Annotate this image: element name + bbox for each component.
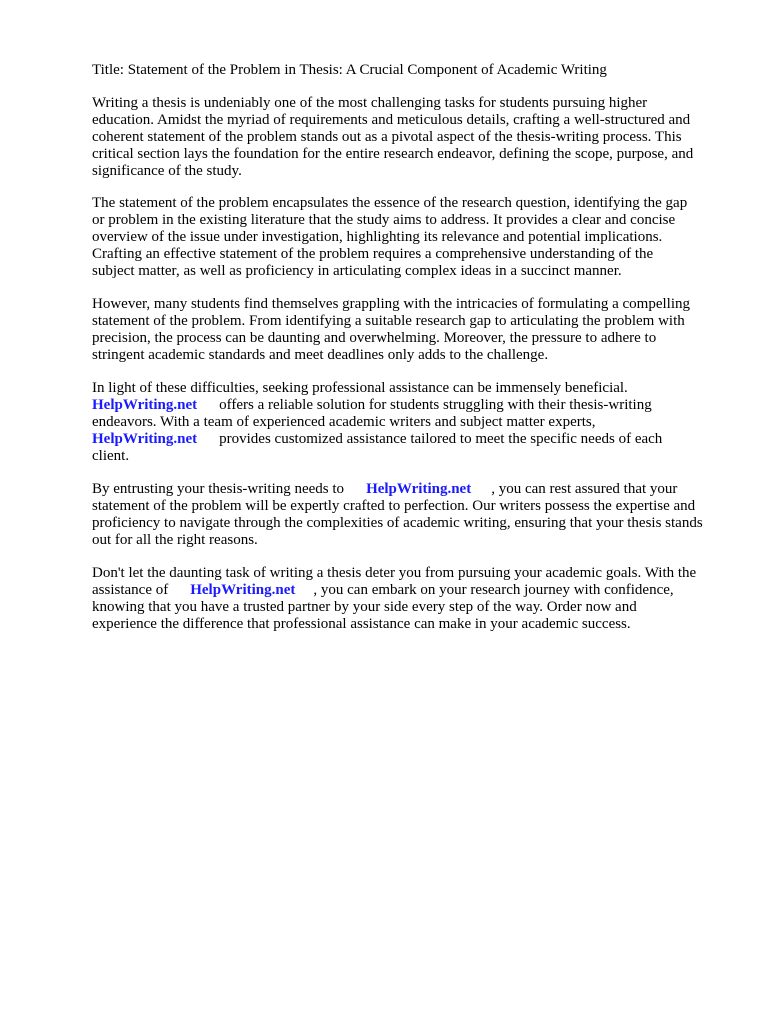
helpwriting-link[interactable]: HelpWriting.net: [366, 481, 472, 497]
paragraph-4-line-5: client.: [92, 448, 130, 464]
paragraph-5-line-1-after: , you can rest assured that your: [491, 481, 678, 497]
paragraph-3-line-4: stringent academic standards and meet deadlines only adds to the challenge.: [92, 347, 549, 363]
paragraph-1-line-3: coherent statement of the problem stands out as a pivotal aspect of the thesis-writing process. This: [92, 129, 682, 145]
document-title: Title: Statement of the Problem in Thesis: A Crucial Component of Academic Writing: [92, 62, 607, 78]
paragraph-6-line-3: knowing that you have a trusted partner by your side every step of the way. Order now and: [92, 599, 637, 615]
paragraph-6-line-2: [92, 582, 674, 599]
paragraph-3-line-2: statement of the problem. From identifying a suitable research gap to articulating the problem with: [92, 313, 685, 329]
paragraph-3-line-1: However, many students find themselves grappling with the intricacies of formulating a compelling: [92, 296, 691, 312]
helpwriting-link[interactable]: HelpWriting.net: [92, 397, 198, 413]
helpwriting-link[interactable]: HelpWriting.net: [92, 431, 198, 447]
paragraph-4-line-2-text: offers a reliable solution for students struggling with their thesis-writing: [219, 397, 652, 413]
paragraph-2-line-5: subject matter, as well as proficiency in articulating complex ideas in a succinct manner.: [92, 263, 622, 279]
paragraph-1-line-2: education. Amidst the myriad of requirements and meticulous details, crafting a well-structured and: [92, 112, 691, 128]
paragraph-5-line-1: [92, 481, 677, 498]
paragraph-5-line-3: proficiency to navigate through the complexities of academic writing, ensuring that your thesis stands: [92, 515, 703, 531]
paragraph-6-line-2-after: , you can embark on your research journey with confidence,: [313, 582, 674, 598]
paragraph-4-line-2: [92, 397, 652, 414]
paragraph-3-line-3: precision, the process can be daunting and overwhelming. Moreover, the pressure to adhere to: [92, 330, 657, 346]
paragraph-4-line-1: In light of these difficulties, seeking professional assistance can be immensely beneficial.: [92, 380, 628, 396]
paragraph-2-line-2: or problem in the existing literature that the study aims to address. It provides a clear and concise: [92, 212, 676, 228]
paragraph-5-line-4: out for all the right reasons.: [92, 532, 258, 548]
paragraph-5-line-2: statement of the problem will be expertly crafted to perfection. Our writers possess the expertise and: [92, 498, 696, 514]
helpwriting-link[interactable]: HelpWriting.net: [190, 582, 296, 598]
paragraph-6-line-2-before: assistance of: [92, 582, 169, 598]
paragraph-1-line-1: Writing a thesis is undeniably one of the most challenging tasks for students pursuing higher: [92, 95, 648, 111]
paragraph-6-line-4: experience the difference that professional assistance can make in your academic success.: [92, 616, 631, 632]
paragraph-2-line-1: The statement of the problem encapsulates the essence of the research question, identifying the gap: [92, 195, 688, 211]
paragraph-4-line-4: [92, 431, 662, 448]
paragraph-4-line-3: endeavors. With a team of experienced academic writers and subject matter experts,: [92, 414, 596, 430]
paragraph-2-line-3: overview of the issue under investigation, highlighting its relevance and potential implications.: [92, 229, 663, 245]
paragraph-5-line-1-before: By entrusting your thesis-writing needs to: [92, 481, 345, 497]
paragraph-4-line-4-text: provides customized assistance tailored to meet the specific needs of each: [219, 431, 663, 447]
paragraph-1-line-5: significance of the study.: [92, 163, 242, 179]
paragraph-2-line-4: Crafting an effective statement of the problem requires a comprehensive understanding of the: [92, 246, 654, 262]
paragraph-6-line-1: Don't let the daunting task of writing a thesis deter you from pursuing your academic goals. With the: [92, 565, 697, 581]
paragraph-1-line-4: critical section lays the foundation for the entire research endeavor, defining the scope, purpose, and: [92, 146, 694, 162]
